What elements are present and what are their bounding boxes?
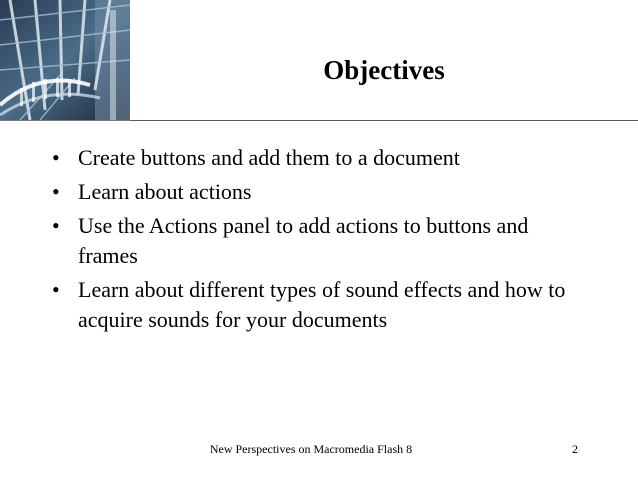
list-item [52,143,592,173]
bullet-text: Learn about different types of sound effects and how to acquire sounds for your documents [78,277,566,332]
bullet-text: Learn about actions [78,179,252,204]
bullet-icon: • [52,179,60,204]
page-number: 2 [572,442,578,456]
footer-text: New Perspectives on Macromedia Flash 8 [209,442,413,456]
header-photo [0,0,130,120]
slide-title: Objectives [323,55,445,85]
list-item [52,177,592,207]
bullet-icon: • [52,277,60,302]
bullet-icon: • [52,145,60,170]
bullet-text: Create buttons and add them to a document [78,145,460,170]
list-item [52,211,592,271]
bullet-text: Use the Actions panel to add actions to buttons and frames [78,213,529,268]
abstract-architecture-photo-icon [0,0,130,120]
header-divider-left [0,120,130,121]
bullet-list [52,143,592,339]
list-item [52,275,592,335]
footer-caption [0,442,638,457]
header-divider [130,120,638,121]
bullet-icon: • [52,213,60,238]
